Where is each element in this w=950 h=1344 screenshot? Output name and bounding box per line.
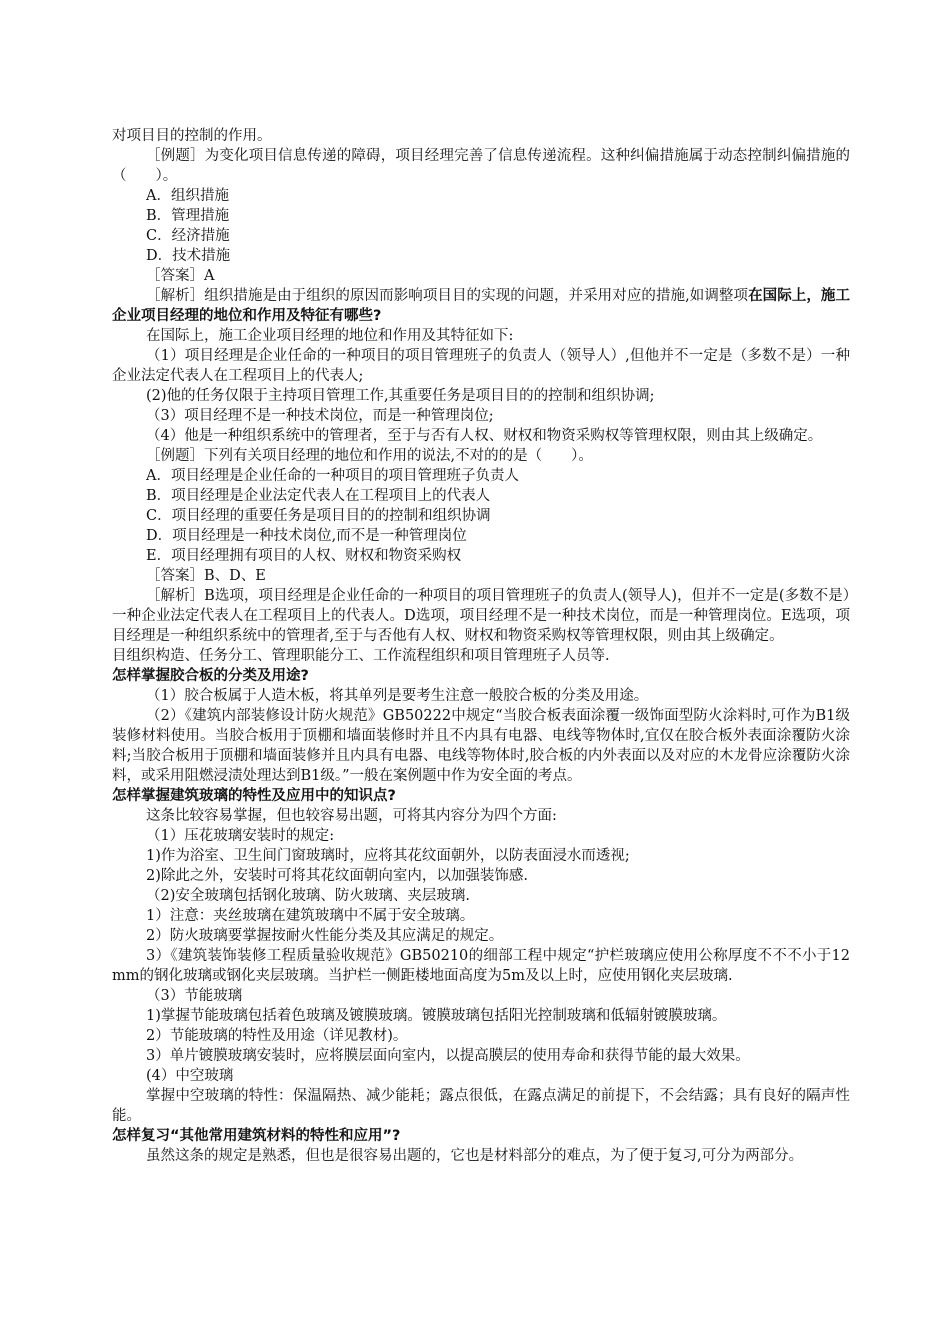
option-d-1: D．技术措施: [146, 248, 231, 264]
glass-energy-1: 1)掌握节能玻璃包括着色玻璃及镀膜玻璃。镀膜玻璃包括阳光控制玻璃和低辐射镀膜玻璃。: [146, 1008, 727, 1024]
option-d-2: D．项目经理是一种技术岗位,而不是一种管理岗位: [146, 528, 467, 544]
glass-safety-title: （2)安全玻璃包括钢化玻璃、防火玻璃、夹层玻璃.: [146, 888, 470, 904]
glass-safety-2: 2）防火玻璃要掌握按耐火性能分类及其应满足的规定。: [146, 928, 504, 944]
glass-hollow-title: (4）中空玻璃: [146, 1068, 234, 1084]
glass-pattern-2: 2)除此之外，安装时可将其花纹面朝向室内，以加强装饰感.: [146, 868, 528, 884]
glass-safety-3: 3）《建筑装饰装修工程质量验收规范》GB50210的细部工程中规定“护栏玻璃应使用公称厚度不不不小于12mm的钢化玻璃或钢化夹层玻璃。当护栏一侧距楼地面高度为5m及以上时，应使用钢化夹层玻璃.: [112, 948, 850, 984]
analysis-1: [112, 286, 850, 326]
other-materials-intro: 虽然这条的规定是熟悉，但也是很容易出题的，它也是材料部分的难点，为了便于复习,可分为两部分。: [146, 1148, 804, 1164]
glass-safety-1: 1）注意：夹丝玻璃在建筑玻璃中不属于安全玻璃。: [146, 908, 475, 924]
pm-point-2: (2)他的任务仅限于主持项目管理工作,其重要任务是项目目的的控制和组织协调;: [146, 388, 655, 404]
pm-intro: 在国际上，施工企业项目经理的地位和作用及其特征如下:: [146, 328, 514, 344]
answer-1: ［答案］A: [146, 268, 215, 284]
section-heading-other-materials: 怎样复习“其他常用建筑材料的特性和应用”?: [112, 1128, 401, 1144]
analysis-1-text: ［解析］组织措施是由于组织的原因而影响项目目的实现的问题，并采用对应的措施,如调整项: [146, 288, 749, 304]
glass-intro: 这条比较容易掌握，但也较容易出题，可将其内容分为四个方面:: [146, 808, 557, 824]
option-a-2: A．项目经理是企业任命的一种项目的项目管理班子负责人: [146, 468, 519, 484]
glass-energy-3: 3）单片镀膜玻璃安装时，应将膜层面向室内，以提高膜层的使用寿命和获得节能的最大效果。: [146, 1048, 750, 1064]
section-heading-plywood: 怎样掌握胶合板的分类及用途?: [112, 668, 309, 684]
glass-hollow-1: 掌握中空玻璃的特性：保温隔热、减少能耗；露点很低，在露点满足的前提下，不会结露；具有良好的隔声性能。: [112, 1088, 850, 1124]
option-c-2: C．项目经理的重要任务是项目目的的控制和组织协调: [146, 508, 491, 524]
example-question-1: ［例题］为变化项目信息传递的障碍，项目经理完善了信息传递流程。这种纠偏措施属于动态控制纠偏措施的（ ）。: [112, 148, 850, 184]
pm-point-3: （3）项目经理不是一种技术岗位，而是一种管理岗位;: [146, 408, 494, 424]
option-b-1: B．管理措施: [146, 208, 230, 224]
example-question-2: ［例题］下列有关项目经理的地位和作用的说法,不对的的是（ ）。: [146, 448, 593, 464]
plywood-point-2: （2）《建筑内部装修设计防火规范》GB50222中规定“当胶合板表面涂覆一级饰面型防火涂料时,可作为B1级装修材料使用。当胶合板用于顶棚和墙面装修时并且不内具有电器、电线等物体时,宜仅在胶合板外表面涂覆防火涂料;当胶合板用于顶棚和墙面装修并且内具有电器、电线等物体时,胶合板的内外表面以及对应的木龙骨应涂覆防火涂料，或采用阻燃浸渍处理达到B1级。”一般在案例题中作为安全面的考点。: [112, 708, 850, 784]
glass-pattern-1: 1)作为浴室、卫生间门窗玻璃时，应将其花纹面朝外，以防表面浸水而透视;: [146, 848, 630, 864]
glass-energy-title: （3）节能玻璃: [146, 988, 243, 1004]
pm-point-1: （1）项目经理是企业任命的一种项目的项目管理班子的负责人（领导人）,但他并不一定是（多数不是）一种企业法定代表人在工程项目上的代表人;: [112, 348, 850, 384]
document-page: [112, 126, 850, 1166]
option-c-1: C．经济措施: [146, 228, 230, 244]
glass-pattern-title: （1）压花玻璃安装时的规定:: [146, 828, 335, 844]
plywood-point-1: （1）胶合板属于人造木板，将其单列是要考生注意一般胶合板的分类及用途。: [146, 688, 649, 704]
answer-2: ［答案］B、D、E: [146, 568, 266, 584]
option-a-1: A．组织措施: [146, 188, 229, 204]
paragraph-fragment: 目组织构造、任务分工、管理职能分工、工作流程组织和项目管理班子人员等.: [112, 648, 610, 664]
section-heading-pm-role: 在国际上，施工企业项目经理的地位和作用及特征有哪些?: [112, 288, 851, 324]
glass-energy-2: 2）节能玻璃的特性及用途（详见教材)。: [146, 1028, 408, 1044]
paragraph-continuation: 对项目目的控制的作用。: [112, 128, 272, 144]
section-heading-glass: 怎样掌握建筑玻璃的特性及应用中的知识点?: [112, 788, 396, 804]
pm-point-4: （4）他是一种组织系统中的管理者，至于与否有人权、财权和物资采购权等管理权限，则由其上级确定。: [146, 428, 823, 444]
analysis-2: ［解析］B选项，项目经理是企业任命的一种项目的项目管理班子的负责人(领导人)，但并不一定是(多数不是）一种企业法定代表人在工程项目上的代表人。D选项，项目经理不是一种技术岗位，而是一种管理岗位。E选项，项目经理是一种组织系统中的管理者,至于与否他有人权、财权和物资采购权等管理权限，则由其上级确定。: [112, 588, 850, 644]
option-e-2: E．项目经理拥有项目的人权、财权和物资采购权: [146, 548, 462, 564]
option-b-2: B．项目经理是企业法定代表人在工程项目上的代表人: [146, 488, 491, 504]
